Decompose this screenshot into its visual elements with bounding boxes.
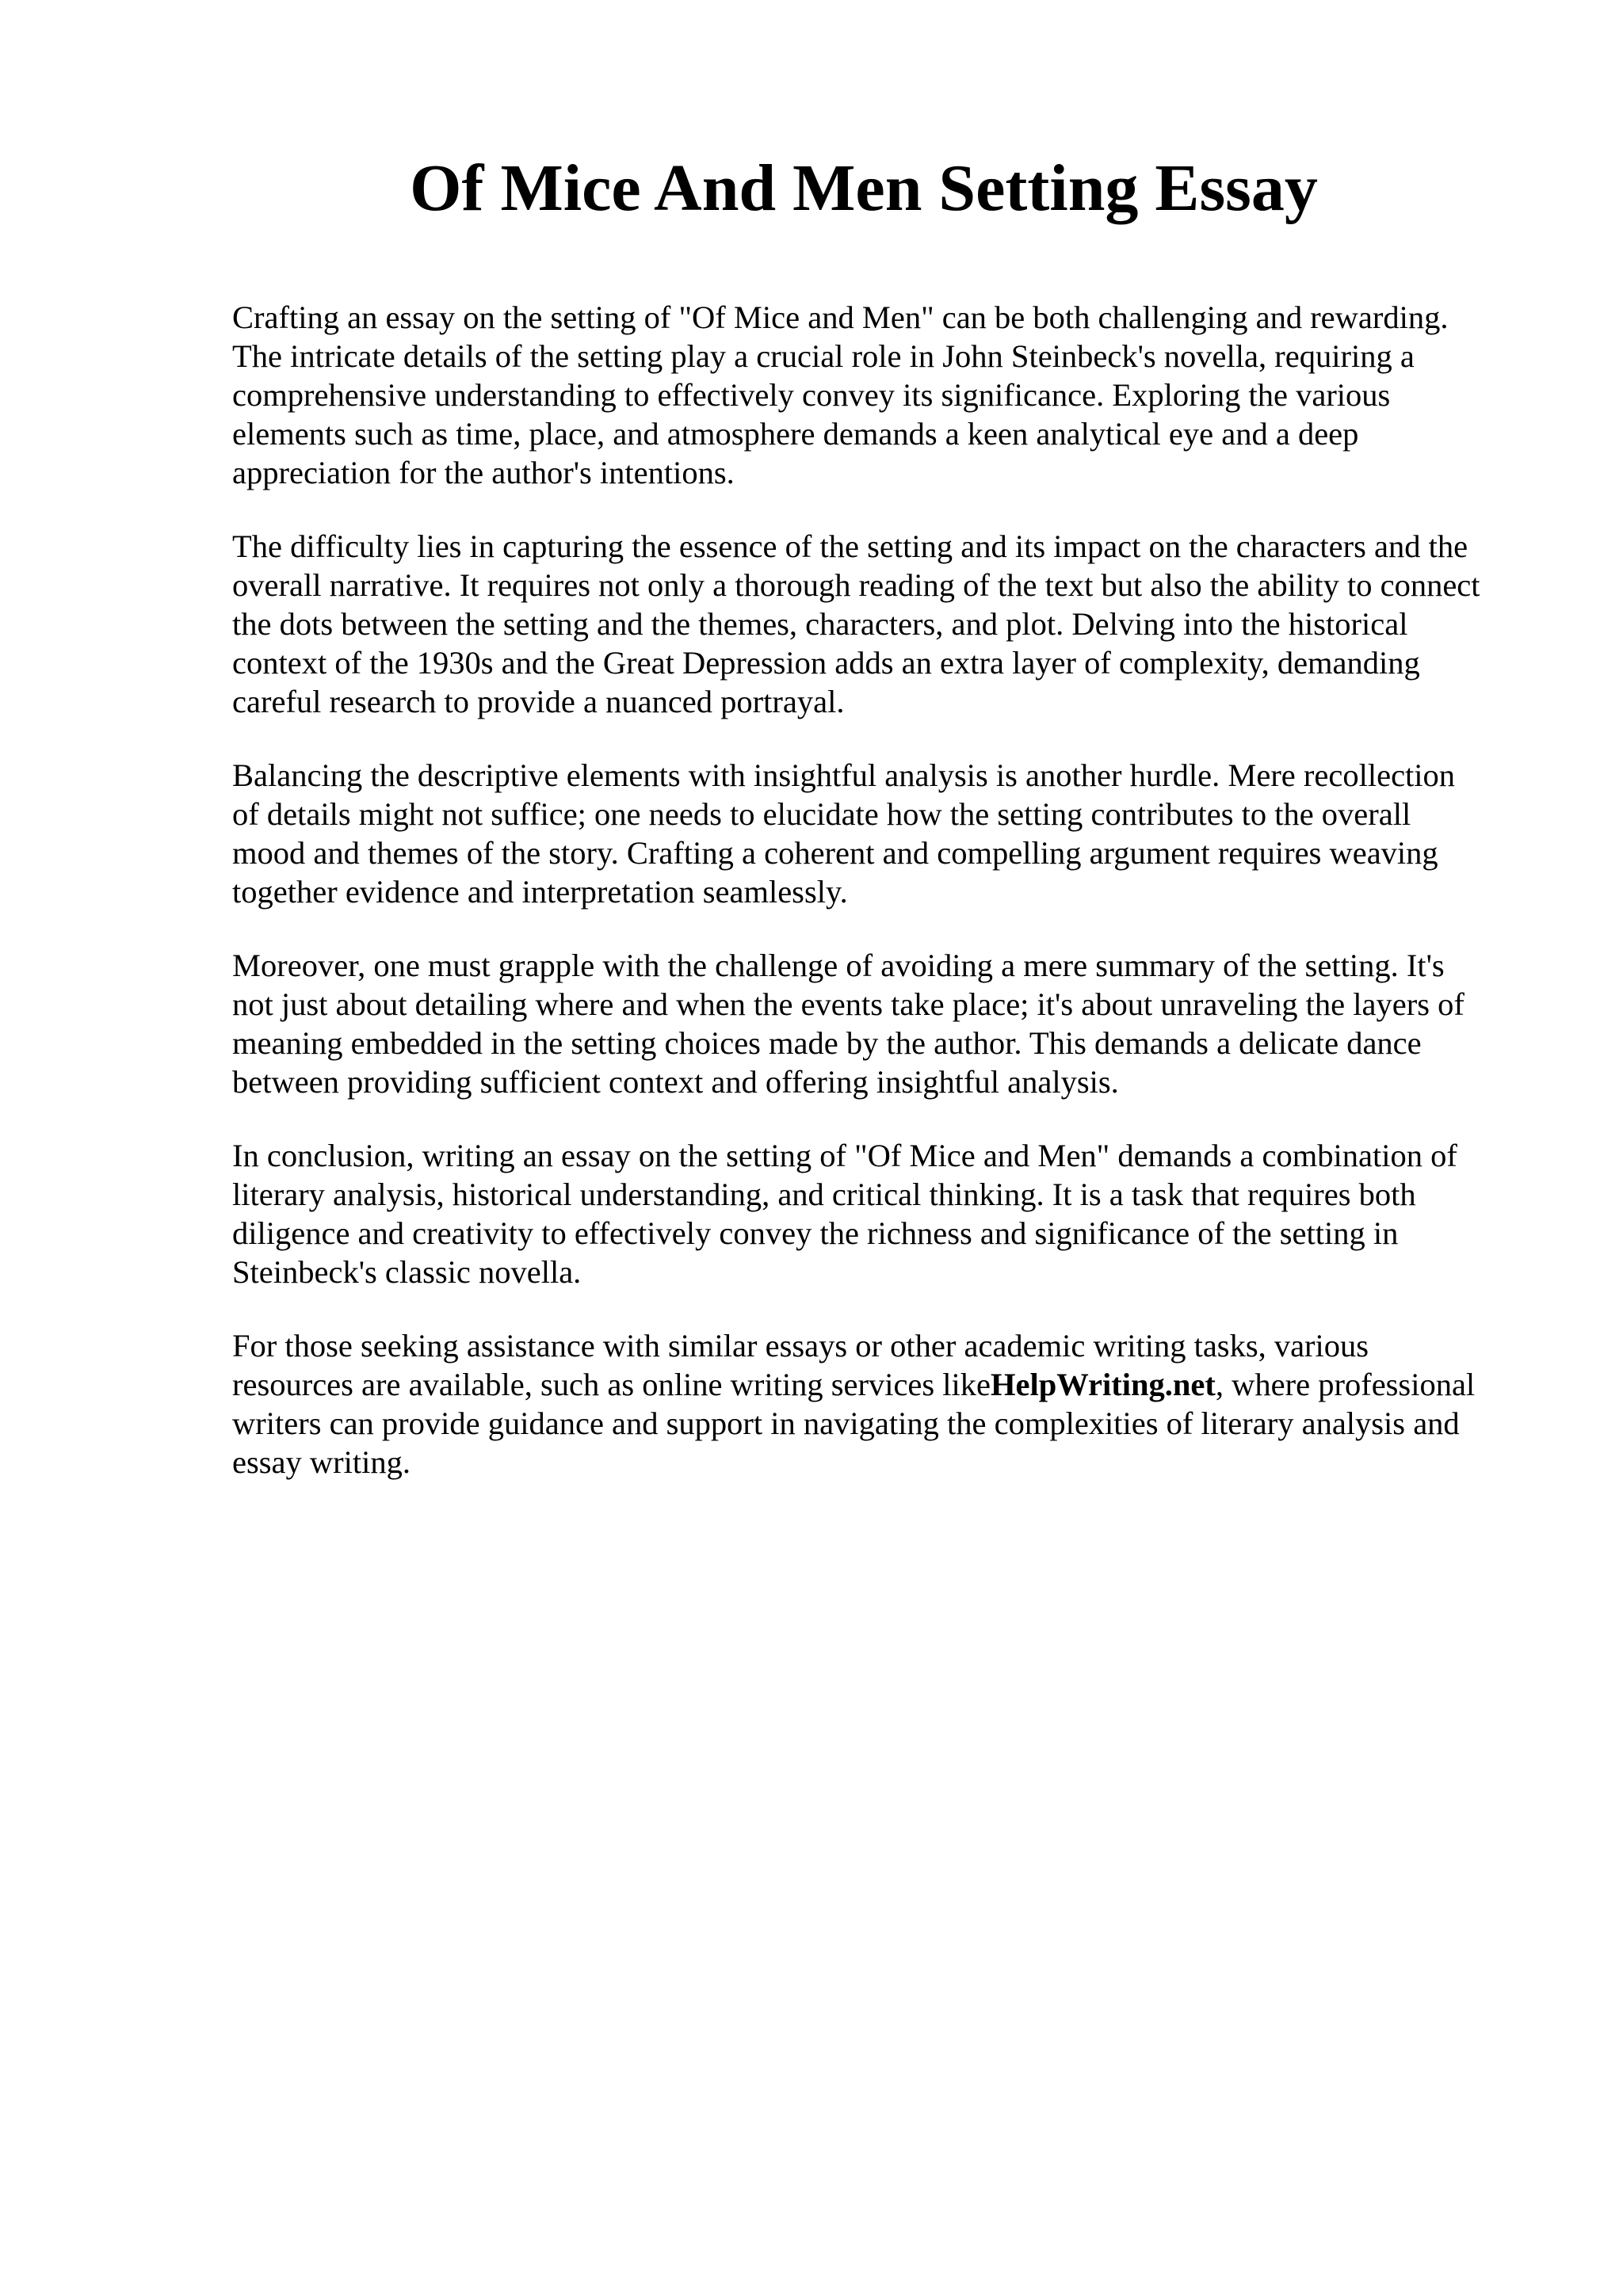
paragraph-line: appreciation for the author's intentions. (232, 455, 735, 490)
paragraph-line: the dots between the setting and the themes, characters, and plot. Delving into the historical (232, 606, 1408, 642)
paragraph-line: together evidence and interpretation seamlessly. (232, 874, 848, 910)
helpwriting-link[interactable]: HelpWriting.net (991, 1367, 1216, 1402)
paragraph-line: The intricate details of the setting play a crucial role in John Steinbeck's novella, requiring a (232, 338, 1415, 374)
paragraph-line: not just about detailing where and when the events take place; it's about unraveling the layers of (232, 986, 1465, 1022)
paragraph-line: context of the 1930s and the Great Depression adds an extra layer of complexity, demanding (232, 645, 1420, 681)
paragraph-line: meaning embedded in the setting choices made by the author. This demands a delicate dance (232, 1025, 1422, 1061)
document-title: Of Mice And Men Setting Essay (410, 151, 1318, 225)
paragraph-1 (232, 298, 1548, 492)
paragraph-line: comprehensive understanding to effectively convey its significance. Exploring the various (232, 377, 1391, 413)
paragraph-2 (232, 527, 1548, 721)
paragraph-line: writers can provide guidance and support in navigating the complexities of literary analysis and (232, 1405, 1460, 1441)
paragraph-line: careful research to provide a nuanced portrayal. (232, 684, 845, 719)
paragraph-line: literary analysis, historical understanding, and critical thinking. It is a task that requires both (232, 1177, 1416, 1212)
paragraph-line: The difficulty lies in capturing the essence of the setting and its impact on the characters and the (232, 528, 1468, 564)
paragraph-4 (232, 946, 1548, 1101)
paragraph-text: resources are available, such as online writing services like (232, 1367, 991, 1402)
paragraph-line: essay writing. (232, 1444, 411, 1480)
paragraph-line: diligence and creativity to effectively convey the richness and significance of the setting in (232, 1215, 1399, 1251)
paragraph-line: In conclusion, writing an essay on the setting of "Of Mice and Men" demands a combination of (232, 1138, 1457, 1173)
paragraph-line: For those seeking assistance with similar essays or other academic writing tasks, various (232, 1328, 1369, 1363)
paragraph-line-with-link (232, 1365, 1548, 1404)
paragraph-line: overall narrative. It requires not only a thorough reading of the text but also the ability to connect (232, 567, 1480, 603)
paragraph-line: Crafting an essay on the setting of "Of Mice and Men" can be both challenging and rewarding. (232, 299, 1449, 335)
paragraph-line: mood and themes of the story. Crafting a coherent and compelling argument requires weaving (232, 835, 1438, 871)
paragraph-line: elements such as time, place, and atmosphere demands a keen analytical eye and a deep (232, 416, 1359, 452)
paragraph-6 (232, 1326, 1548, 1482)
paragraph-line: between providing sufficient context and offering insightful analysis. (232, 1064, 1119, 1100)
paragraph-5 (232, 1136, 1548, 1291)
paragraph-line: of details might not suffice; one needs to elucidate how the setting contributes to the overall (232, 796, 1411, 832)
paragraph-line: Steinbeck's classic novella. (232, 1254, 582, 1290)
paragraph-line: Balancing the descriptive elements with insightful analysis is another hurdle. Mere recollection (232, 757, 1456, 793)
paragraph-3 (232, 756, 1548, 911)
paragraph-text: , where professional (1215, 1367, 1476, 1402)
paragraph-line: Moreover, one must grapple with the challenge of avoiding a mere summary of the setting. It's (232, 948, 1445, 983)
essay-body (232, 298, 1548, 1516)
